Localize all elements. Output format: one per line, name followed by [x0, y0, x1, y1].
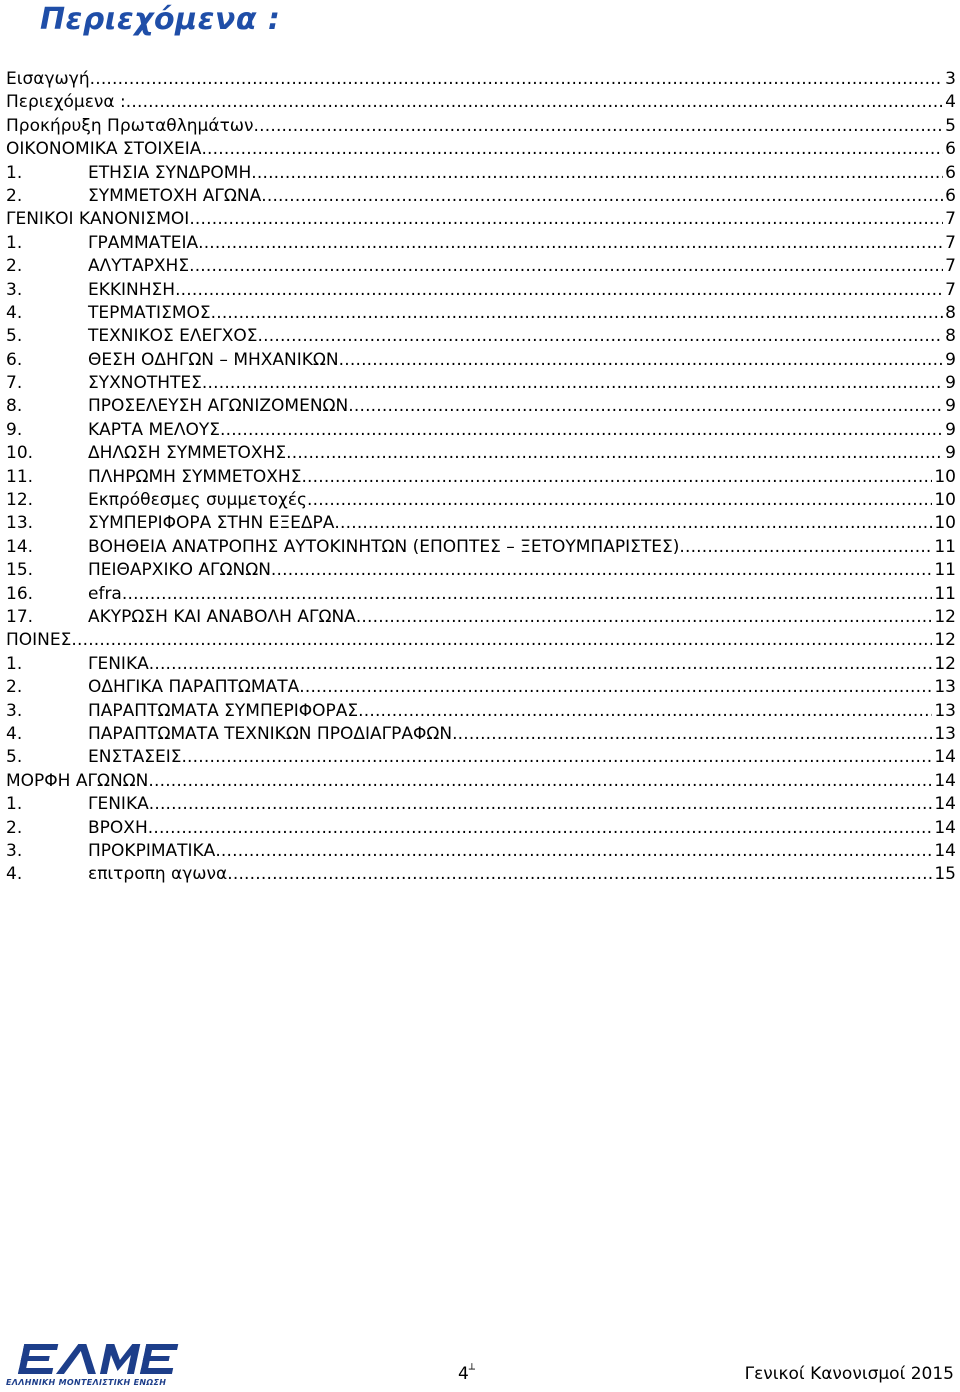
toc-entry-label: ΜΟΡΦΗ ΑΓΩΝΩΝ [6, 770, 149, 791]
toc-entry-number: 1. [6, 794, 23, 815]
logo-subtitle: ΕΛΛΗΝΙΚΗ ΜΟΝΤΕΛΙΣΤΙΚΗ ΕΝΩΣΗ [6, 1378, 167, 1387]
toc-entry[interactable] [6, 817, 956, 840]
toc-entry[interactable] [6, 466, 956, 489]
toc-entry-number: 2. [6, 817, 23, 838]
toc-entry-page: 9 [945, 349, 956, 370]
toc-entry-number: 15. [6, 560, 34, 581]
dot-leader [148, 817, 933, 840]
toc-entry-number: 17. [6, 606, 34, 627]
toc-entry-page: 14 [934, 794, 956, 815]
toc-entry-number: 13. [6, 513, 34, 534]
toc-entry-label: ΓΕΝΙΚΟΙ ΚΑΝΟΝΙΣΜΟΙ [6, 209, 190, 230]
dot-leader [189, 208, 943, 231]
toc-entry[interactable] [6, 442, 956, 465]
toc-entry[interactable] [6, 770, 956, 793]
toc-entry[interactable] [6, 372, 956, 395]
toc-entry[interactable] [6, 302, 956, 325]
toc-entry-page: 14 [934, 770, 956, 791]
toc-entry-page: 7 [945, 232, 956, 253]
toc-entry[interactable] [6, 653, 956, 676]
dot-leader [307, 489, 932, 512]
toc-entry[interactable] [6, 676, 956, 699]
toc-entry-page: 15 [934, 864, 956, 885]
toc-entry[interactable] [6, 255, 956, 278]
toc-entry-label: ΤΕΡΜΑΤΙΣΜΟΣ [88, 302, 211, 323]
dot-leader [339, 349, 944, 372]
dot-leader [189, 255, 943, 278]
toc-entry-page: 8 [945, 302, 956, 323]
toc-entry-label: ΟΔΗΓΙΚΑ ΠΑΡΑΠΤΩΜΑΤΑ [88, 677, 300, 698]
footer-document-title: Γενικοί Κανονισμοί 2015 [744, 1364, 954, 1384]
toc-entry-label: ΕΤΗΣΙΑ ΣΥΝΔΡΟΜΗ [88, 162, 252, 183]
toc-entry-page: 14 [934, 840, 956, 861]
toc-entry-label: ΠΑΡΑΠΤΩΜΑΤΑ ΣΥΜΠΕΡΙΦΟΡΑΣ [88, 700, 359, 721]
toc-entry[interactable] [6, 793, 956, 816]
dot-leader [149, 793, 933, 816]
dot-leader [251, 162, 943, 185]
toc-entry-label: ΟΙΚΟΝΟΜΙΚΑ ΣΤΟΙΧΕΙΑ [6, 139, 202, 160]
toc-entry-page: 10 [934, 466, 956, 487]
toc-entry-page: 12 [934, 653, 956, 674]
toc-entry[interactable] [6, 91, 956, 114]
toc-entry-label: Περιεχόμενα : [6, 92, 126, 113]
toc-entry-number: 9. [6, 419, 23, 440]
page-mark: ┴ [468, 1364, 475, 1376]
dot-leader [149, 653, 933, 676]
toc-entry-label: ΚΑΡΤΑ ΜΕΛΟΥΣ [88, 419, 220, 440]
toc-entry-number: 12. [6, 490, 34, 511]
dot-leader [271, 559, 932, 582]
toc-entry[interactable] [6, 162, 956, 185]
toc-entry-page: 9 [945, 396, 956, 417]
toc-entry-number: 16. [6, 583, 34, 604]
toc-entry[interactable] [6, 840, 956, 863]
toc-entry-label: ΤΕΧΝΙΚΟΣ ΕΛΕΓΧΟΣ [88, 326, 258, 347]
toc-entry-page: 13 [934, 677, 956, 698]
dot-leader [175, 279, 943, 302]
toc-entry-label: Εκπρόθεσμες συμμετοχές [88, 490, 307, 511]
dot-leader [181, 746, 932, 769]
dot-leader [358, 700, 932, 723]
toc-entry-page: 10 [934, 490, 956, 511]
toc-entry-page: 9 [945, 443, 956, 464]
toc-entry-label: ΠΟΙΝΕΣ [6, 630, 72, 651]
toc-entry[interactable] [6, 606, 956, 629]
toc-entry-label: ΓΕΝΙΚΑ [88, 653, 149, 674]
toc-entry[interactable] [6, 723, 956, 746]
toc-entry-number: 14. [6, 536, 34, 557]
toc-entry[interactable] [6, 489, 956, 512]
toc-entry-label: επιτροπη αγωνα [88, 864, 228, 885]
toc-entry-number: 1. [6, 653, 23, 674]
toc-entry-number: 3. [6, 840, 23, 861]
toc-entry-number: 8. [6, 396, 23, 417]
toc-entry[interactable] [6, 185, 956, 208]
dot-leader [211, 302, 944, 325]
toc-entry-page: 11 [934, 560, 956, 581]
dot-leader [122, 583, 933, 606]
toc-entry-label: ΠΕΙΘΑΡΧΙΚΟ ΑΓΩΝΩΝ [88, 560, 271, 581]
toc-entry[interactable] [6, 115, 956, 138]
toc-entry-page: 14 [934, 817, 956, 838]
toc-entry-page: 12 [934, 606, 956, 627]
toc-entry-page: 10 [934, 513, 956, 534]
toc-entry[interactable] [6, 863, 956, 886]
toc-entry[interactable] [6, 232, 956, 255]
toc-entry-page: 5 [945, 115, 956, 136]
toc-entry-number: 4. [6, 723, 23, 744]
toc-entry-number: 2. [6, 256, 23, 277]
toc-entry-number: 5. [6, 326, 23, 347]
toc-entry[interactable] [6, 68, 956, 91]
dot-leader [258, 325, 944, 348]
dot-leader [126, 91, 943, 114]
toc-entry-page: 8 [945, 326, 956, 347]
toc-entry-number: 3. [6, 700, 23, 721]
toc-entry-page: 14 [934, 747, 956, 768]
toc-entry-page: 13 [934, 723, 956, 744]
toc-entry-page: 12 [934, 630, 956, 651]
toc-entry-number: 10. [6, 443, 34, 464]
toc-entry[interactable] [6, 138, 956, 161]
table-of-contents [6, 68, 956, 887]
toc-entry-page: 4 [945, 92, 956, 113]
toc-entry[interactable] [6, 583, 956, 606]
toc-entry-number: 5. [6, 747, 23, 768]
dot-leader [452, 723, 932, 746]
toc-entry-number: 2. [6, 185, 23, 206]
toc-entry-label: Εισαγωγή [6, 69, 90, 89]
toc-entry-page: 7 [945, 279, 956, 300]
dot-leader [201, 138, 943, 161]
toc-entry-label: efra [88, 583, 122, 604]
dot-leader [215, 840, 932, 863]
toc-entry[interactable] [6, 279, 956, 302]
toc-entry[interactable] [6, 208, 956, 231]
toc-entry-label: ΠΛΗΡΩΜΗ ΣΥΜΜΕΤΟΧΗΣ [88, 466, 302, 487]
toc-entry-page: 3 [945, 69, 956, 89]
dot-leader [261, 185, 943, 208]
toc-entry-number: 2. [6, 677, 23, 698]
toc-entry-page: 6 [945, 162, 956, 183]
dot-leader [202, 372, 943, 395]
toc-entry[interactable] [6, 746, 956, 769]
dot-leader [254, 115, 944, 138]
toc-entry-label: ΕΝΣΤΑΣΕΙΣ [88, 747, 182, 768]
dot-leader [71, 629, 932, 652]
toc-entry-label: ΒΟΗΘΕΙΑ ΑΝΑΤΡΟΠΗΣ ΑΥΤΟΚΙΝΗΤΩΝ (ΕΠΟΠΤΕΣ – ΞΕΤΟΥΜΠΑΡΙΣΤΕΣ) [88, 536, 680, 557]
dot-leader [356, 606, 933, 629]
toc-entry[interactable] [6, 325, 956, 348]
dot-leader [227, 863, 932, 886]
toc-entry-number: 3. [6, 279, 23, 300]
toc-entry-page: 11 [934, 583, 956, 604]
toc-entry[interactable] [6, 419, 956, 442]
dot-leader [90, 68, 944, 91]
toc-entry-page: 13 [934, 700, 956, 721]
toc-entry-page: 7 [945, 256, 956, 277]
page-title: Περιεχόμενα : [40, 2, 281, 37]
toc-entry-label: ΘΕΣΗ ΟΔΗΓΩΝ – ΜΗΧΑΝΙΚΩΝ [88, 349, 339, 370]
toc-entry[interactable] [6, 559, 956, 582]
footer-page-number [458, 1364, 475, 1384]
toc-entry-number: 1. [6, 162, 23, 183]
dot-leader [286, 442, 943, 465]
toc-entry-label: ΒΡΟΧΗ [88, 817, 148, 838]
toc-entry-number: 1. [6, 232, 23, 253]
toc-entry-number: 7. [6, 373, 23, 394]
toc-entry-label: ΣΥΧΝΟΤΗΤΕΣ [88, 373, 202, 394]
toc-entry-label: ΑΛΥΤΑΡΧΗΣ [88, 256, 190, 277]
toc-entry-page: 9 [945, 419, 956, 440]
toc-entry[interactable] [6, 512, 956, 535]
toc-entry[interactable] [6, 349, 956, 372]
toc-entry-label: Προκήρυξη Πρωταθλημάτων [6, 115, 254, 136]
toc-entry[interactable] [6, 395, 956, 418]
toc-entry-number: 4. [6, 864, 23, 885]
dot-leader [299, 676, 932, 699]
toc-entry-label: ΑΚΥΡΩΣΗ ΚΑΙ ΑΝΑΒΟΛΗ ΑΓΩΝΑ [88, 606, 356, 627]
toc-entry-number: 4. [6, 302, 23, 323]
dot-leader [679, 536, 932, 559]
toc-entry-page: 11 [934, 536, 956, 557]
toc-entry-number: 6. [6, 349, 23, 370]
dot-leader [148, 770, 932, 793]
toc-entry-label: ΓΕΝΙΚΑ [88, 794, 149, 815]
toc-entry-label: ΣΥΜΜΕΤΟΧΗ ΑΓΩΝΑ [88, 185, 262, 206]
dot-leader [348, 395, 943, 418]
toc-entry-label: ΔΗΛΩΣΗ ΣΥΜΜΕΤΟΧΗΣ [88, 443, 287, 464]
toc-entry-label: ΠΡΟΣΕΛΕΥΣΗ ΑΓΩΝΙΖΟΜΕΝΩΝ [88, 396, 349, 417]
toc-entry-page: 6 [945, 185, 956, 206]
dot-leader [198, 232, 943, 255]
toc-entry-page: 7 [945, 209, 956, 230]
dot-leader [220, 419, 943, 442]
page-number-value: 4 [458, 1364, 469, 1384]
toc-entry-page: 9 [945, 373, 956, 394]
toc-entry-label: ΣΥΜΠΕΡΙΦΟΡΑ ΣΤΗΝ ΕΞΕΔΡΑ [88, 513, 335, 534]
toc-entry[interactable] [6, 700, 956, 723]
toc-entry-number: 11. [6, 466, 34, 487]
dot-leader [301, 466, 932, 489]
toc-entry-label: ΠΡΟΚΡΙΜΑΤΙΚΑ [88, 840, 216, 861]
toc-entry-page: 6 [945, 139, 956, 160]
toc-entry-label: ΠΑΡΑΠΤΩΜΑΤΑ ΤΕΧΝΙΚΩΝ ΠΡΟΔΙΑΓΡΑΦΩΝ [88, 723, 453, 744]
toc-entry[interactable] [6, 629, 956, 652]
toc-entry[interactable] [6, 536, 956, 559]
toc-entry-label: ΕΚΚΙΝΗΣΗ [88, 279, 176, 300]
toc-entry-label: ΓΡΑΜΜΑΤΕΙΑ [88, 232, 199, 253]
dot-leader [334, 512, 932, 535]
